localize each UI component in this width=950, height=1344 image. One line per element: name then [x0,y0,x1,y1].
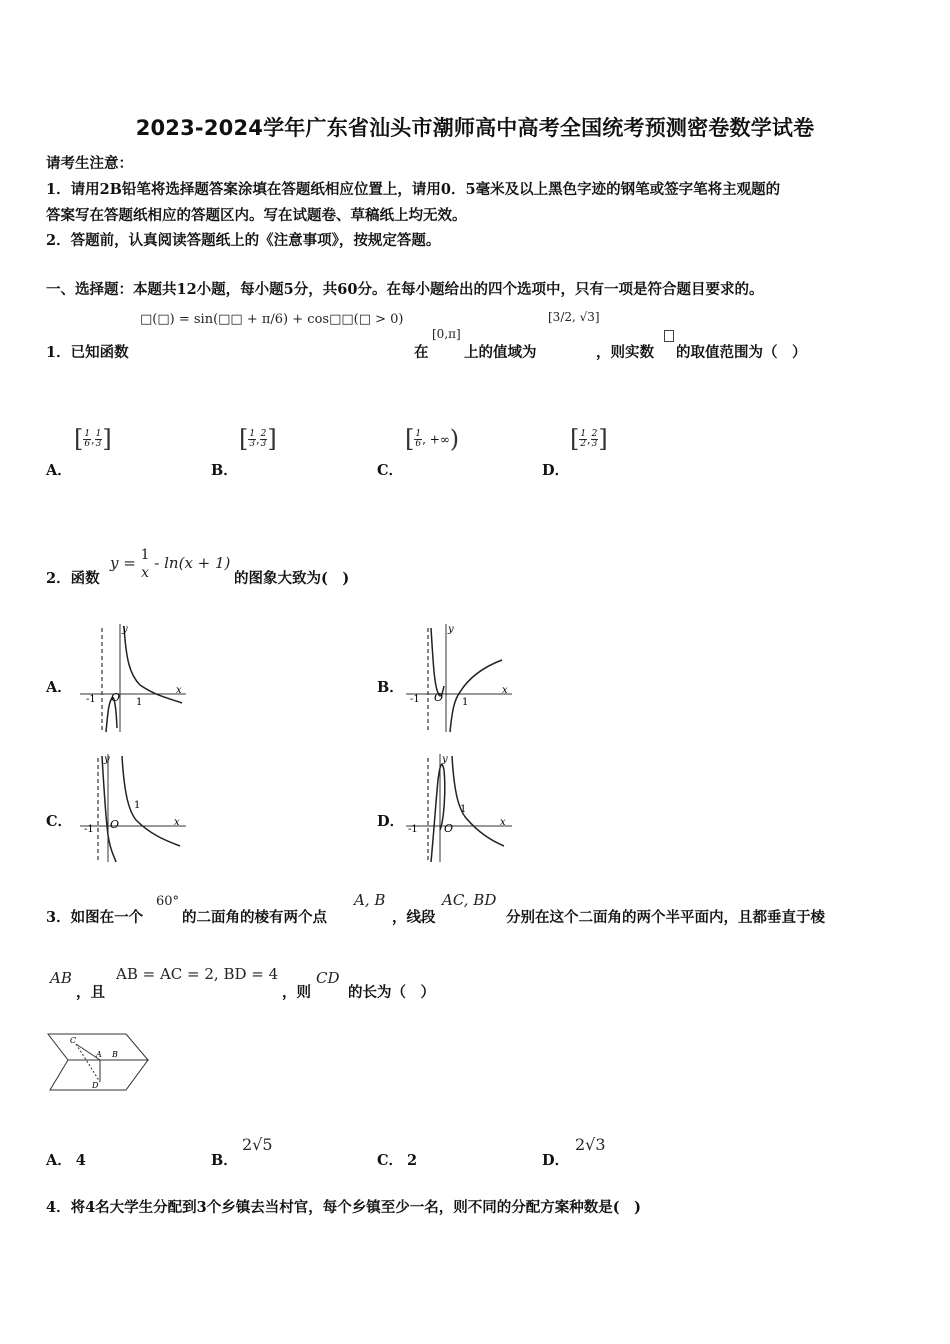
q1-text-range: 上的值域为 [464,344,537,361]
q2-option-d-letter: D． [377,813,405,830]
label-c: C [70,1036,77,1045]
q3-text-6: 的长为（ ） [348,984,435,1001]
q1-interval: [0,π] [432,327,461,341]
section-heading: 一、选择题：本题共12小题，每小题5分，共60分。在每小题给出的四个选项中，只有一项是符合题目要求的。 [46,281,764,298]
notice-line-1: 1．请用2B铅笔将选择题答案涂填在答题纸相应位置上，请用0．5毫米及以上黑色字迹的钢笔或签字笔将主观题的 [46,181,781,198]
q3-dihedral-figure [46,1030,156,1096]
curve-right [450,660,502,732]
tick-1: 1 [462,697,469,708]
q3-option-b[interactable]: B． [211,1152,238,1169]
q3-option-d-value: 2√3 [575,1135,606,1154]
q1-formula: □(□) = sin(□□ + π/6) + cos□□(□ > 0) [140,312,404,327]
axis-label-y: y [122,624,128,635]
q1-placeholder-symbol [664,330,674,342]
tick-1: 1 [460,804,467,815]
q3-text-5: ，则 [282,984,311,1001]
q2-graph-c[interactable] [78,750,193,865]
q2-stem-end: 的图象大致为( ) [234,570,350,587]
q3-ab: AB [50,969,72,987]
axis-label-y: y [442,754,448,765]
page-title: 2023-2024学年广东省汕头市潮师高中高考全国统考预测密卷数学试卷 [135,116,815,140]
axis-label-x: x [174,817,180,828]
axis-label-x: x [502,685,508,696]
q3-angle: 60° [156,894,180,909]
curve-left [102,756,116,862]
axis-label-y: y [104,754,110,765]
notice-heading: 请考生注意： [46,155,133,172]
q2-graph-a[interactable] [78,620,193,735]
q1-range: [3/2, √3] [548,310,600,324]
tick-1: 1 [136,697,143,708]
tick-1: 1 [134,800,141,811]
q3-option-d[interactable]: D． [542,1152,570,1169]
q2-option-a-letter: A． [46,679,72,696]
q1-text-then: ，则实数 [596,344,654,361]
q3-stem-start: 3．如图在一个 [46,909,144,926]
tick-neg1: -1 [410,694,420,705]
q1-text-on: 在 [414,344,429,361]
tick-neg1: -1 [408,824,418,835]
q3-text-2: ，线段 [392,909,436,926]
label-b: B [112,1050,118,1059]
notice-line-1b: 答案写在答题纸相应的答题区内。写在试题卷、草稿纸上均无效。 [46,207,467,224]
origin-label: O [434,691,444,704]
lower-plane [50,1060,148,1090]
label-d: D [92,1081,99,1090]
q3-points: A, B [354,891,386,909]
curve-left [431,628,444,696]
q4-stem: 4．将4名大学生分配到3个乡镇去当村官，每个乡镇至少一名，则不同的分配方案种数是( ) [46,1199,641,1216]
origin-label: O [110,818,120,831]
q2-graph-b[interactable] [404,620,519,735]
q3-option-a[interactable]: A． 4 [46,1152,86,1169]
q3-text-1: 的二面角的棱有两个点 [182,909,327,926]
tick-neg1: -1 [84,824,94,835]
curve-right [122,756,180,846]
q2-option-c-letter: C． [46,813,73,830]
q3-text-4: ，且 [76,984,105,1001]
q3-segments: AC, BD [442,891,497,909]
q2-option-b-letter: B． [377,679,404,696]
q3-cd: CD [316,969,340,987]
q1-text-tail: 的取值范围为（ ） [676,344,807,361]
q1-stem-start: 1．已知函数 [46,344,129,361]
notice-line-2: 2．答题前，认真阅读答题纸上的《注意事项》，按规定答题。 [46,232,441,249]
label-a: A [96,1050,102,1059]
origin-label: O [444,822,454,835]
origin-label: O [111,691,121,704]
q3-option-b-value: 2√5 [242,1135,273,1154]
axis-label-y: y [448,624,454,635]
q2-graph-d[interactable] [404,750,519,865]
axis-label-x: x [500,817,506,828]
q3-condition: AB = AC = 2, BD = 4 [116,965,279,983]
q3-option-c[interactable]: C． 2 [377,1152,418,1169]
q2-formula: y = 1 x - ln(x + 1) [110,547,231,581]
curve-left [431,765,445,862]
q3-text-3: 分别在这个二面角的两个半平面内，且都垂直于棱 [506,909,825,926]
curve-right [452,756,504,846]
q2-stem-start: 2．函数 [46,570,100,587]
tick-neg1: -1 [86,694,96,705]
curve-right [124,626,182,703]
axis-label-x: x [176,685,182,696]
